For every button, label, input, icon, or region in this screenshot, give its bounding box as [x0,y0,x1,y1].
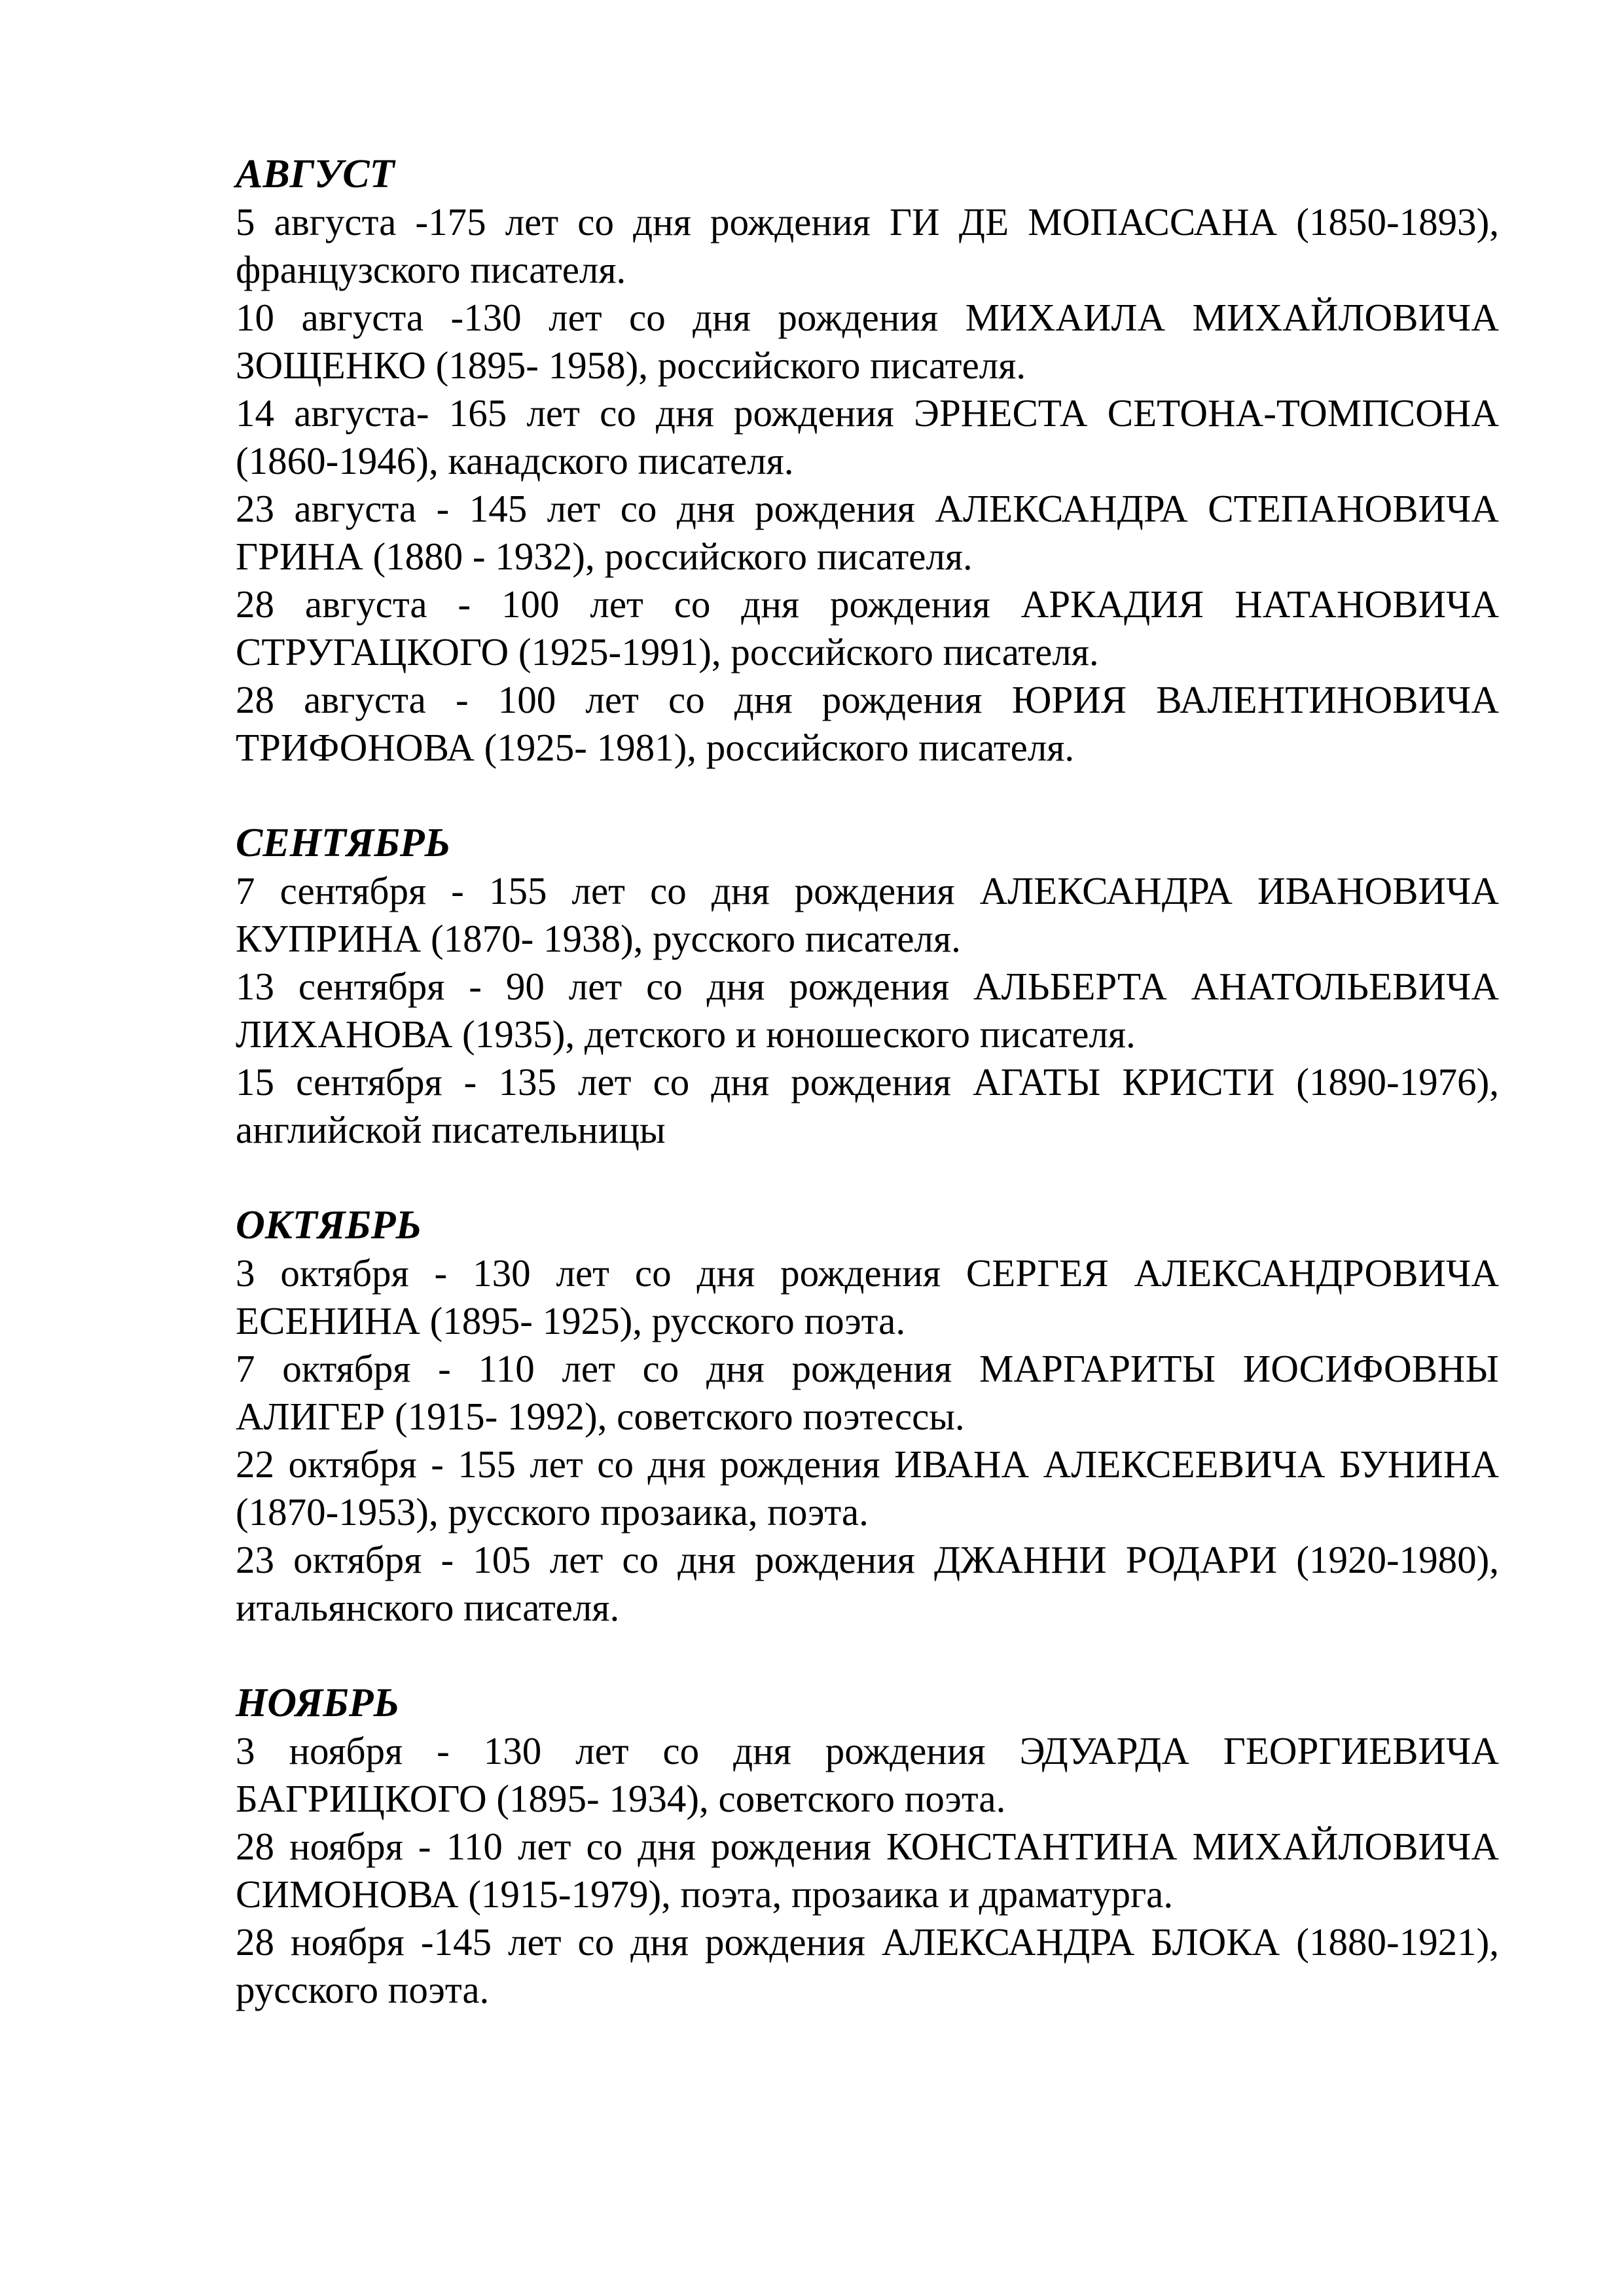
list-item: 23 октября - 105 лет со дня рождения ДЖАННИ РОДАРИ (1920-1980), итальянского писателя. [236,1538,1499,1629]
list-item: 22 октября - 155 лет со дня рождения ИВАНА АЛЕКСЕЕВИЧА БУНИНА (1870-1953), русского прозаика, поэта. [236,1443,1499,1534]
list-item: 23 августа - 145 лет со дня рождения АЛЕКСАНДРА СТЕПАНОВИЧА ГРИНА (1880 - 1932), российского писателя. [236,487,1499,578]
section-august [236,151,1499,772]
list-item: 13 сентября - 90 лет со дня рождения АЛЬБЕРТА АНАТОЛЬЕВИЧА ЛИХАНОВА (1935), детского и юношеского писателя. [236,965,1499,1056]
list-item: 14 августа- 165 лет со дня рождения ЭРНЕСТА СЕТОНА-ТОМПСОНА (1860-1946), канадского писателя. [236,391,1499,482]
section-november [236,1679,1499,2014]
month-heading: АВГУСТ [236,152,395,196]
list-item: 10 августа -130 лет со дня рождения МИХАИЛА МИХАЙЛОВИЧА ЗОЩЕНКО (1895- 1958), российского писателя. [236,296,1499,387]
list-item: 15 сентября - 135 лет со дня рождения АГАТЫ КРИСТИ (1890-1976), английской писательницы [236,1060,1499,1151]
list-item: 7 сентября - 155 лет со дня рождения АЛЕКСАНДРА ИВАНОВИЧА КУПРИНА (1870- 1938), русского писателя. [236,869,1499,960]
list-item: 5 августа -175 лет со дня рождения ГИ ДЕ МОПАССАНА (1850-1893), французского писателя. [236,200,1499,291]
section-october [236,1202,1499,1632]
list-item: 3 ноября - 130 лет со дня рождения ЭДУАРДА ГЕОРГИЕВИЧА БАГРИЦКОГО (1895- 1934), советского поэта. [236,1729,1499,1820]
list-item: 3 октября - 130 лет со дня рождения СЕРГЕЯ АЛЕКСАНДРОВИЧА ЕСЕНИНА (1895- 1925), русского поэта. [236,1251,1499,1342]
list-item: 7 октября - 110 лет со дня рождения МАРГАРИТЫ ИОСИФОВНЫ АЛИГЕР (1915- 1992), советского поэтессы. [236,1347,1499,1438]
month-heading: СЕНТЯБРЬ [236,821,451,865]
list-item: 28 августа - 100 лет со дня рождения ЮРИЯ ВАЛЕНТИНОВИЧА ТРИФОНОВА (1925- 1981), российского писателя. [236,678,1499,769]
document-page [236,151,1499,2014]
month-heading: НОЯБРЬ [236,1681,399,1725]
section-september [236,819,1499,1154]
list-item: 28 ноября -145 лет со дня рождения АЛЕКСАНДРА БЛОКА (1880-1921), русского поэта. [236,1920,1499,2011]
list-item: 28 ноября - 110 лет со дня рождения КОНСТАНТИНА МИХАЙЛОВИЧА СИМОНОВА (1915-1979), поэта, прозаика и драматурга. [236,1825,1499,1916]
list-item: 28 августа - 100 лет со дня рождения АРКАДИЯ НАТАНОВИЧА СТРУГАЦКОГО (1925-1991), российского писателя. [236,583,1499,673]
month-heading: ОКТЯБРЬ [236,1203,422,1247]
